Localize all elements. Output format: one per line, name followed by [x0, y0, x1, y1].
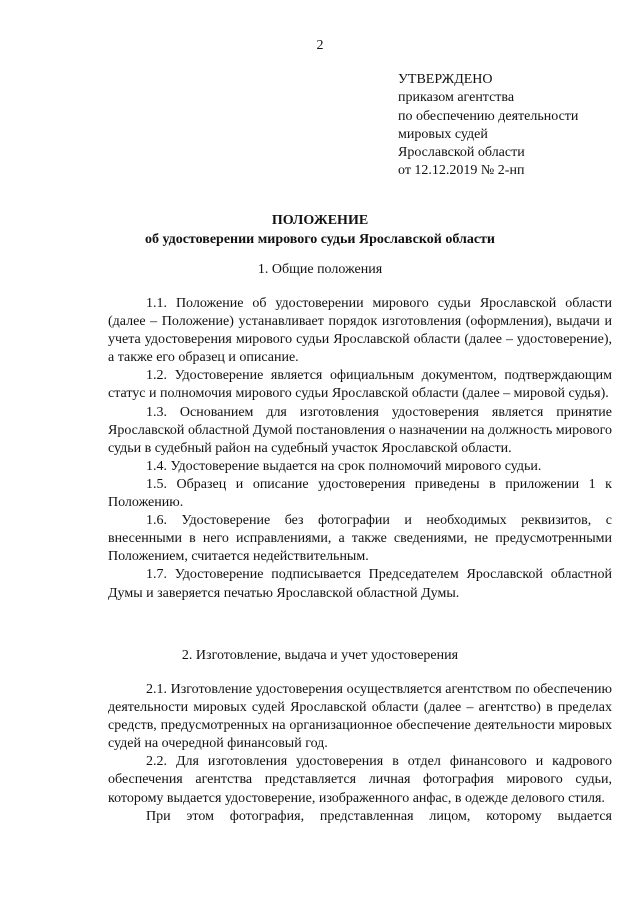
title-line: об удостоверении мирового судьи Ярославской области — [145, 232, 495, 247]
page-number: 2 — [316, 38, 324, 53]
section-1-heading: 1. Общие положения — [257, 262, 383, 277]
paragraph-2-2: 2.2. Для изготовления удостоверения в отдел финансового и кадрового обеспечения агентства представляется личная фотография мирового судьи, которому выдается удостоверение, изображенного анфас, в одежде делового стиля. — [108, 754, 612, 806]
paragraph-1-6: 1.6. Удостоверение без фотографии и необходимых реквизитов, с внесенными в него исправлениями, а также сведениями, не предусмотренными Положением, считается недействительным. — [108, 513, 612, 565]
paragraph-1-7: 1.7. Удостоверение подписывается Председателем Ярославской областной Думы и заверяется печатью Ярославской областной Думы. — [108, 567, 612, 601]
section-2-body — [108, 681, 612, 826]
section-1-body — [108, 295, 612, 603]
approval-line: мировых судей — [398, 126, 488, 142]
paragraph-2-3: При этом фотография, представленная лицом, которому выдается — [146, 808, 612, 824]
approval-block — [398, 71, 578, 181]
approval-line: от 12.12.2019 № 2-нп — [398, 163, 525, 179]
paragraph-1-5: 1.5. Образец и описание удостоверения приведены в приложении 1 к Положению. — [108, 476, 612, 511]
paragraph-1-3: 1.3. Основанием для изготовления удостоверения является принятие Ярославской областной Думой постановления о назначении на должность мирового судьи в судебный район на судебный участок Ярославской области. — [108, 404, 612, 456]
approval-line: приказом агентства — [398, 90, 515, 106]
approval-line: Ярославской области — [398, 145, 525, 161]
document-title — [0, 211, 640, 249]
approval-line: по обеспечению деятельности — [398, 108, 579, 124]
paragraph-1-1: 1.1. Положение об удостоверении мирового судьи Ярославской области (далее – Положение) устанавливает порядок изготовления (оформления), выдачи и учета удостоверения мирового судьи Ярославской области (далее – удостоверение), а также его образец и описание. — [108, 296, 612, 366]
section-2-heading: 2. Изготовление, выдача и учет удостоверения — [181, 648, 459, 663]
approval-line: УТВЕРЖДЕНО — [398, 72, 493, 87]
paragraph-1-4: 1.4. Удостоверение выдается на срок полномочий мирового судьи. — [146, 458, 542, 474]
paragraph-2-1: 2.1. Изготовление удостоверения осуществляется агентством по обеспечению деятельности мировых судей Ярославской области (далее – агентство) в пределах средств, предусмотренных на организационное обеспечение деятельности мировых судей на очередной финансовый год. — [108, 682, 612, 752]
paragraph-1-2: 1.2. Удостоверение является официальным документом, подтверждающим статус и полномочия мирового судьи Ярославской области (далее – мировой судья). — [108, 368, 612, 402]
title-line: ПОЛОЖЕНИЕ — [271, 213, 369, 228]
